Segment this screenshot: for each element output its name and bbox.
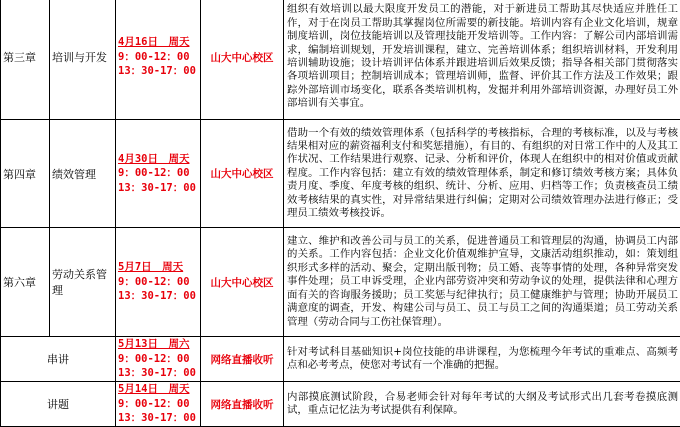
date-text: 4月30日 周天	[118, 152, 200, 166]
module-cell: 培训与开发	[50, 0, 116, 120]
time-cell	[116, 337, 201, 382]
location-cell: 山大中心校区	[201, 120, 284, 228]
date-text: 5月14日 周天	[118, 382, 200, 396]
table-row	[1, 120, 680, 228]
module-cell: 绩效管理	[50, 120, 116, 228]
date-text: 4月16日 周天	[118, 35, 200, 49]
session-afternoon: 13：30-17：00	[118, 64, 200, 78]
table-row	[1, 337, 680, 382]
location-cell: 网络直播收听	[201, 382, 284, 427]
session-type-cell: 串讲	[1, 337, 116, 382]
content-cell: 内部摸底测试阶段，合易老师会针对每年考试的大纲及考试形式出几套考卷摸底测试，重点记忆法为考试提供有利保障。	[284, 382, 680, 427]
location-cell: 山大中心校区	[201, 228, 284, 337]
content-cell: 针对考试科目基础知识+岗位技能的串讲课程，为您梳理今年考试的重难点、高频考点和必考考点，使您对考试有一个准确的把握。	[284, 337, 680, 382]
session-morning: 9：00-12：00	[118, 352, 200, 366]
date-text: 5月13日 周六	[118, 337, 200, 351]
table-row	[1, 0, 680, 120]
chapter-cell: 第六章	[1, 228, 50, 337]
chapter-cell: 第三章	[1, 0, 50, 120]
time-cell	[116, 0, 201, 120]
time-cell	[116, 228, 201, 337]
table-row	[1, 228, 680, 337]
session-morning: 9：00-12：00	[118, 166, 200, 180]
location-cell: 山大中心校区	[201, 0, 284, 120]
module-cell: 劳动关系管理	[50, 228, 116, 337]
session-morning: 9：00-12：00	[118, 275, 200, 289]
session-afternoon: 13：30-17：00	[118, 366, 200, 380]
date-text: 5月7日 周天	[118, 260, 200, 274]
session-morning: 9：00-12：00	[118, 397, 200, 411]
session-afternoon: 13：30-17：00	[118, 289, 200, 303]
session-afternoon: 13：30-17：00	[118, 411, 200, 425]
location-cell: 网络直播收听	[201, 337, 284, 382]
content-cell: 借助一个有效的绩效管理体系（包括科学的考核指标，合理的考核标准，以及与考核结果相对应的薪资福利支付和奖惩措施），有目的、有组织的对日常工作中的人及其工作状况、工作结果进行观察、记录、分析和评价，体现人在组织中的相对价值或贡献程度。工作内容包括：建立有效的绩效管理体系，制定和修订绩效考核方案；具体负责月度、季度、年度考核的组织、统计、分析、应用、归档等工作；负责核查员工绩效考核结果的真实性，对异常结果进行纠偏；定期对公司绩效管理办法进行修正；受理员工绩效考核投诉。	[284, 120, 680, 228]
content-cell: 组织有效培训以最大限度开发员工的潜能，对于新进员工帮助其尽快适应并胜任工作，对于在岗员工帮助其掌握岗位所需要的新技能。培训内容有企业文化培训，规章制度培训，岗位技能培训以及管理技能开发培训等。工作内容：了解公司内部培训需求，编制培训规划，开发培训课程，建立、完善培训体系；组织培训材料，开发利用培训辅助设施；设计培训评估体系并跟进培训后效果反馈；指导各相关部门贯彻落实各项培训项目；控制培训成本；管理培训师，监督、评价其工作方法及工作效果；跟踪外部培训市场变化，联系各类培训机构，发掘并利用外部培训资源，办理好员工外部培训有关事宜。	[284, 0, 680, 120]
chapter-cell: 第四章	[1, 120, 50, 228]
content-cell: 建立、维护和改善公司与员工的关系，促进普通员工和管理层的沟通，协调员工内部的关系。工作内容包括：企业文化价值观维护宣导，文康活动组织推动，如：策划组织形式多样的活动、聚会，定期出版刊物；员工婚、丧等事情的处理，各种异常突发事件处理；员工申诉受理，企业内部劳资冲突和劳动争议的处理，提供法律和心理方面有关的咨询服务援助；员工奖惩与纪律执行；员工健康维护与管理；协助开展员工满意度的调查，开发、构建公司与员工、员工与员工之间的沟通渠道；员工劳动关系管理（劳动合同与工伤社保管理）。	[284, 228, 680, 337]
session-morning: 9：00-12：00	[118, 50, 200, 64]
session-type-cell: 讲题	[1, 382, 116, 427]
session-afternoon: 13：30-17：00	[118, 181, 200, 195]
time-cell	[116, 120, 201, 228]
